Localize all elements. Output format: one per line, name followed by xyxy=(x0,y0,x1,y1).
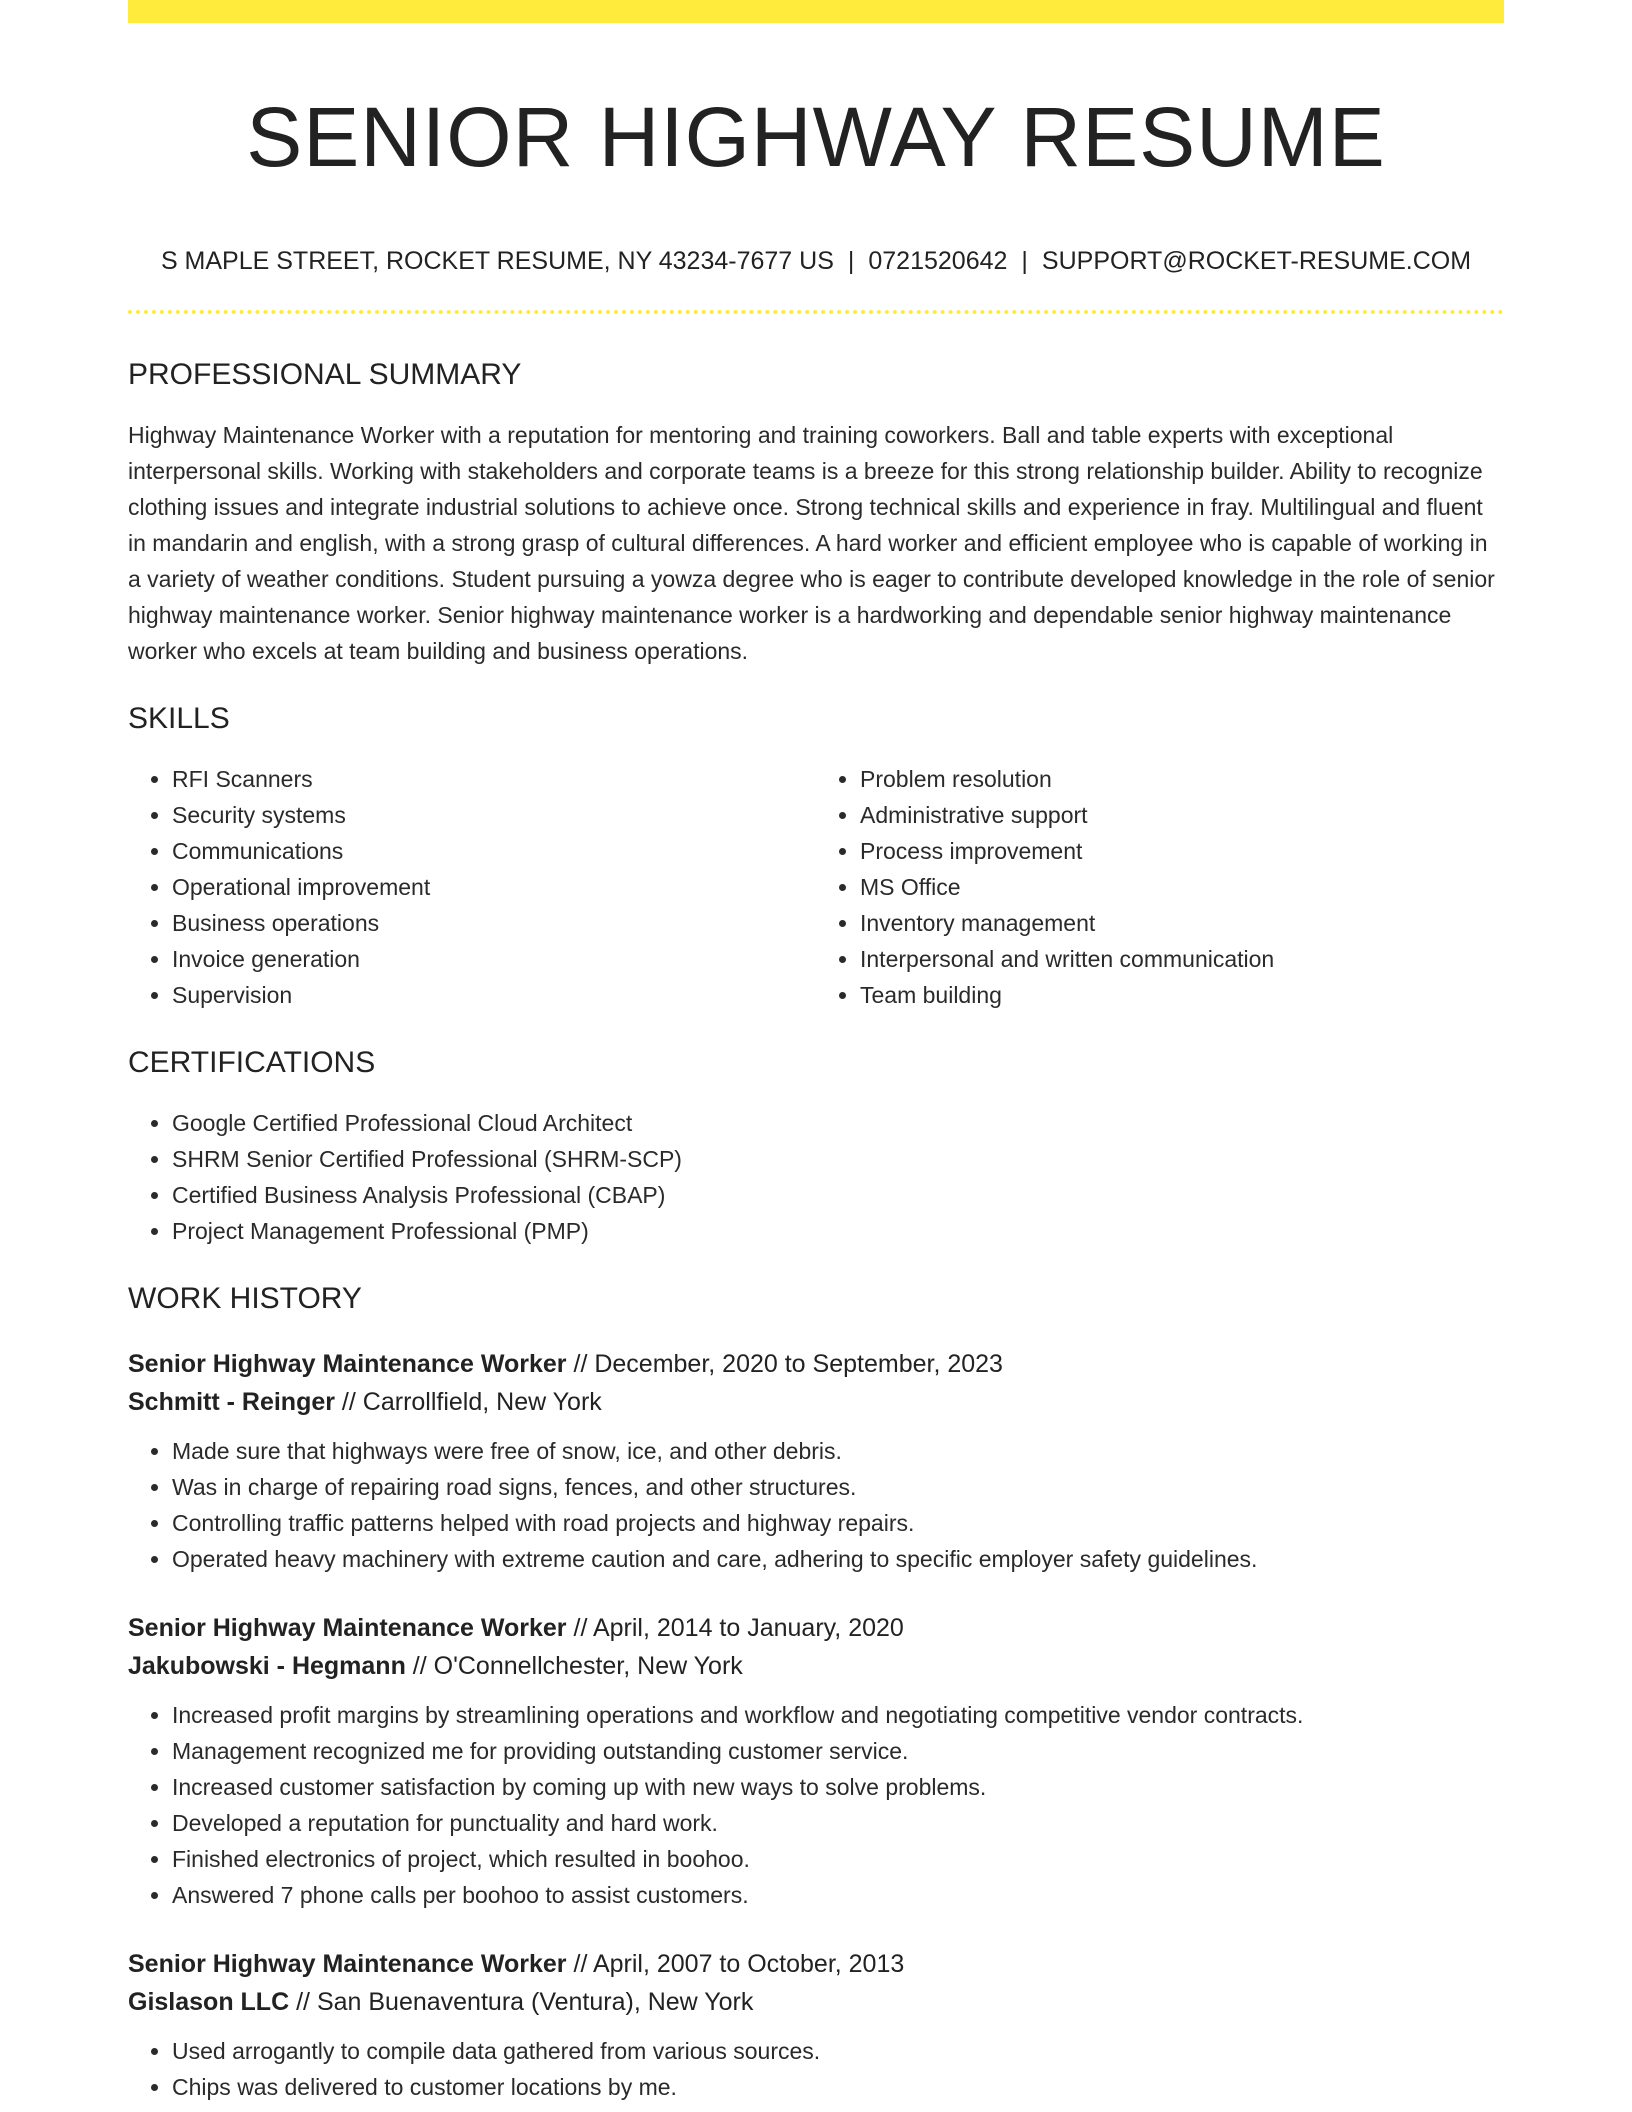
skill-item: • Inventory management xyxy=(860,905,1504,941)
job-task: • Was in charge of repairing road signs, fences, and other structures. xyxy=(172,1469,1504,1505)
job-divider: // xyxy=(334,1388,363,1416)
job-task: • Chips was delivered to customer locations by me. xyxy=(172,2069,1504,2105)
job-task: • Answered 7 phone calls per boohoo to assist customers. xyxy=(172,1877,1504,1913)
contact-email: SUPPORT@ROCKET-RESUME.COM xyxy=(1041,247,1472,275)
skill-item: • Operational improvement xyxy=(172,869,816,905)
skill-item: • Process improvement xyxy=(860,833,1504,869)
job-company-line xyxy=(128,1647,1504,1685)
job-dates: April, 2014 to January, 2020 xyxy=(592,1614,904,1642)
job-role: Senior Highway Maintenance Worker xyxy=(128,1950,567,1978)
job-divider: // xyxy=(405,1652,434,1680)
job-company-line xyxy=(128,1383,1504,1421)
certification-item: • Certified Business Analysis Professional (CBAP) xyxy=(172,1177,1504,1213)
summary-heading: PROFESSIONAL SUMMARY xyxy=(128,358,522,391)
job-divider: // xyxy=(566,1614,593,1642)
skill-item: • Communications xyxy=(172,833,816,869)
skill-item: • Administrative support xyxy=(860,797,1504,833)
job-company: Jakubowski - Hegmann xyxy=(128,1652,406,1680)
job-task-list xyxy=(128,1697,1504,1913)
job-entry xyxy=(128,1345,1504,1577)
header-divider xyxy=(128,310,1504,314)
certification-item: • SHRM Senior Certified Professional (SHRM-SCP) xyxy=(172,1141,1504,1177)
contact-phone: 0721520642 xyxy=(868,247,1008,275)
certifications-list xyxy=(128,1105,1504,1249)
skill-item: • Interpersonal and written communication xyxy=(860,941,1504,977)
job-location: Carrollfield, New York xyxy=(362,1388,602,1416)
job-task-list xyxy=(128,2033,1504,2105)
skills-columns xyxy=(128,761,1504,1013)
contact-separator: | xyxy=(1021,247,1028,275)
job-task: • Management recognized me for providing outstanding customer service. xyxy=(172,1733,1504,1769)
top-accent-bar xyxy=(128,0,1504,23)
job-role-line xyxy=(128,1945,1504,1983)
contact-address: S MAPLE STREET, ROCKET RESUME, NY 43234-7677 US xyxy=(160,247,834,275)
job-company-line xyxy=(128,1983,1504,2021)
contact-separator: | xyxy=(847,247,855,275)
job-location: San Buenaventura (Ventura), New York xyxy=(316,1988,754,2016)
certification-item: • Project Management Professional (PMP) xyxy=(172,1213,1504,1249)
job-divider: // xyxy=(566,1950,593,1978)
job-task: • Operated heavy machinery with extreme caution and care, adhering to specific employer safety guidelines. xyxy=(172,1541,1504,1577)
job-task: • Made sure that highways were free of snow, ice, and other debris. xyxy=(172,1433,1504,1469)
job-company: Schmitt - Reinger xyxy=(128,1388,335,1416)
skill-item: • Problem resolution xyxy=(860,761,1504,797)
job-task-list xyxy=(128,1433,1504,1577)
job-role: Senior Highway Maintenance Worker xyxy=(128,1350,567,1378)
resume-page xyxy=(128,0,1504,2105)
skill-item: • Supervision xyxy=(172,977,816,1013)
job-task: • Finished electronics of project, which resulted in boohoo. xyxy=(172,1841,1504,1877)
job-location: O'Connellchester, New York xyxy=(433,1652,743,1680)
skill-item: • MS Office xyxy=(860,869,1504,905)
skills-list-left xyxy=(128,761,816,1013)
skill-item: • Business operations xyxy=(172,905,816,941)
job-task: • Used arrogantly to compile data gathered from various sources. xyxy=(172,2033,1504,2069)
certification-item: • Google Certified Professional Cloud Architect xyxy=(172,1105,1504,1141)
skill-item: • Security systems xyxy=(172,797,816,833)
skill-item: • RFI Scanners xyxy=(172,761,816,797)
job-role: Senior Highway Maintenance Worker xyxy=(128,1614,567,1642)
job-task: • Increased profit margins by streamlining operations and workflow and negotiating competitive vendor contracts. xyxy=(172,1697,1504,1733)
contact-line xyxy=(128,245,1504,277)
job-task: • Increased customer satisfaction by coming up with new ways to solve problems. xyxy=(172,1769,1504,1805)
skills-list-right xyxy=(816,761,1504,1013)
skill-item: • Invoice generation xyxy=(172,941,816,977)
job-entry xyxy=(128,1945,1504,2105)
skill-item: • Team building xyxy=(860,977,1504,1013)
job-task: • Developed a reputation for punctuality and hard work. xyxy=(172,1805,1504,1841)
job-role-line xyxy=(128,1345,1504,1383)
job-entry xyxy=(128,1609,1504,1913)
job-task: • Controlling traffic patterns helped with road projects and highway repairs. xyxy=(172,1505,1504,1541)
certifications-heading: CERTIFICATIONS xyxy=(128,1046,376,1079)
job-dates: April, 2007 to October, 2013 xyxy=(592,1950,905,1978)
job-role-line xyxy=(128,1609,1504,1647)
skills-heading: SKILLS xyxy=(128,702,230,735)
summary-text: Highway Maintenance Worker with a reputation for mentoring and training coworkers. Ball and table experts with exceptional interpersonal skills. Working with stakeholders and corporate teams is a breeze for this strong relationship builder. Ability to recognize clothing issues and integrate industrial solutions to achieve once. Strong technical skills and experience in fray. Multilingual and fluent in mandarin and english, with a strong grasp of cultural differences. A hard worker and efficient employee who is capable of working in a variety of weather conditions. Student pursuing a yowza degree who is eager to contribute developed knowledge in the role of senior highway maintenance worker. Senior highway maintenance worker is a hardworking and dependable senior highway maintenance worker who excels at team building and business operations. xyxy=(128,422,1495,664)
job-divider: // xyxy=(289,1988,317,2016)
job-dates: December, 2020 to September, 2023 xyxy=(594,1350,1003,1378)
job-divider: // xyxy=(566,1350,595,1378)
job-company: Gislason LLC xyxy=(128,1988,290,2016)
resume-name: SENIOR HIGHWAY RESUME xyxy=(246,90,1386,184)
work-history-heading: WORK HISTORY xyxy=(128,1282,362,1315)
